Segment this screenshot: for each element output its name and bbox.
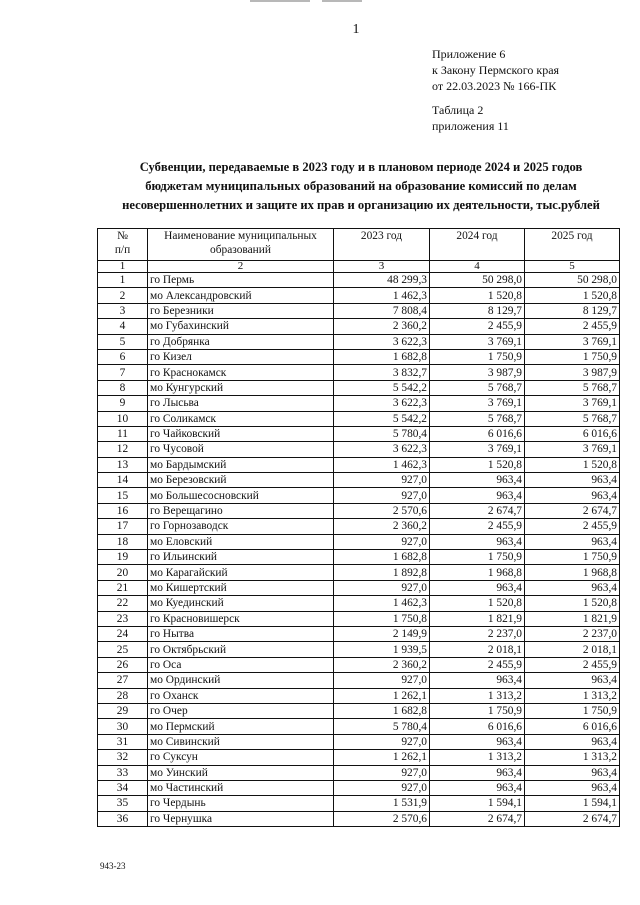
value-2025: 963,4 xyxy=(525,780,620,795)
municipality-name: го Березники xyxy=(148,303,334,318)
table-row xyxy=(98,273,620,288)
value-2024: 2 674,7 xyxy=(430,811,525,826)
table-row xyxy=(98,503,620,518)
municipality-name: го Лысьва xyxy=(148,396,334,411)
row-number: 23 xyxy=(98,611,148,626)
municipality-name: го Верещагино xyxy=(148,503,334,518)
value-2023: 1 262,1 xyxy=(334,688,430,703)
value-2024: 8 129,7 xyxy=(430,303,525,318)
value-2023: 5 780,4 xyxy=(334,719,430,734)
table-row xyxy=(98,534,620,549)
table-row xyxy=(98,811,620,826)
table-row xyxy=(98,519,620,534)
table-header-row xyxy=(98,229,620,261)
row-number: 27 xyxy=(98,673,148,688)
municipality-name: го Октябрьский xyxy=(148,642,334,657)
value-2024: 963,4 xyxy=(430,673,525,688)
table-row xyxy=(98,673,620,688)
table-row xyxy=(98,319,620,334)
value-2024: 1 520,8 xyxy=(430,288,525,303)
value-2025: 1 821,9 xyxy=(525,611,620,626)
value-2025: 3 769,1 xyxy=(525,334,620,349)
municipality-name: мо Уинский xyxy=(148,765,334,780)
table-ref-line: Таблица 2 xyxy=(432,103,484,117)
value-2024: 1 520,8 xyxy=(430,596,525,611)
value-2024: 50 298,0 xyxy=(430,273,525,288)
header-2025: 2025 год xyxy=(525,229,620,261)
row-number: 6 xyxy=(98,349,148,364)
row-number: 3 xyxy=(98,303,148,318)
value-2024: 963,4 xyxy=(430,580,525,595)
value-2025: 963,4 xyxy=(525,734,620,749)
row-number: 9 xyxy=(98,396,148,411)
municipality-name: мо Александровский xyxy=(148,288,334,303)
value-2025: 2 455,9 xyxy=(525,657,620,672)
value-2024: 1 968,8 xyxy=(430,565,525,580)
value-2024: 963,4 xyxy=(430,473,525,488)
municipality-name: го Чусовой xyxy=(148,442,334,457)
row-number: 32 xyxy=(98,750,148,765)
municipality-name: мо Пермский xyxy=(148,719,334,734)
appendix-line: к Закону Пермского края xyxy=(432,63,560,77)
row-number: 33 xyxy=(98,765,148,780)
value-2023: 2 360,2 xyxy=(334,319,430,334)
table-row xyxy=(98,488,620,503)
row-number: 19 xyxy=(98,550,148,565)
row-number: 21 xyxy=(98,580,148,595)
title-line: несовершеннолетних и защите их прав и организацию их деятельности, тыс.рублей xyxy=(122,198,600,212)
scan-artifact xyxy=(322,0,362,2)
row-number: 4 xyxy=(98,319,148,334)
table-row xyxy=(98,396,620,411)
row-number: 5 xyxy=(98,334,148,349)
appendix-reference xyxy=(432,46,559,94)
value-2025: 2 674,7 xyxy=(525,811,620,826)
municipality-name: мо Кишертский xyxy=(148,580,334,595)
table-row xyxy=(98,550,620,565)
row-number: 12 xyxy=(98,442,148,457)
page-number: 1 xyxy=(352,22,360,37)
value-2025: 963,4 xyxy=(525,765,620,780)
value-2025: 6 016,6 xyxy=(525,719,620,734)
municipality-name: го Горнозаводск xyxy=(148,519,334,534)
value-2024: 5 768,7 xyxy=(430,411,525,426)
value-2025: 1 750,9 xyxy=(525,703,620,718)
value-2025: 6 016,6 xyxy=(525,426,620,441)
value-2023: 5 780,4 xyxy=(334,426,430,441)
value-2025: 963,4 xyxy=(525,580,620,595)
value-2024: 1 750,9 xyxy=(430,349,525,364)
value-2025: 5 768,7 xyxy=(525,411,620,426)
subsidies-table xyxy=(97,228,620,827)
row-number: 1 xyxy=(98,273,148,288)
value-2023: 48 299,3 xyxy=(334,273,430,288)
table-row xyxy=(98,688,620,703)
value-2025: 50 298,0 xyxy=(525,273,620,288)
document-title xyxy=(100,158,622,215)
value-2023: 1 531,9 xyxy=(334,796,430,811)
row-number: 17 xyxy=(98,519,148,534)
value-2023: 5 542,2 xyxy=(334,411,430,426)
table-row xyxy=(98,349,620,364)
value-2023: 927,0 xyxy=(334,580,430,595)
value-2025: 3 987,9 xyxy=(525,365,620,380)
value-2025: 1 520,8 xyxy=(525,457,620,472)
table-row xyxy=(98,596,620,611)
value-2025: 963,4 xyxy=(525,473,620,488)
value-2023: 2 570,6 xyxy=(334,503,430,518)
table-row xyxy=(98,734,620,749)
header-name xyxy=(148,229,334,261)
title-line: бюджетам муниципальных образований на образование комиссий по делам xyxy=(145,179,577,193)
municipality-name: мо Сивинский xyxy=(148,734,334,749)
municipality-name: мо Большесосновский xyxy=(148,488,334,503)
value-2023: 2 360,2 xyxy=(334,657,430,672)
municipality-name: мо Ординский xyxy=(148,673,334,688)
municipality-name: мо Березовский xyxy=(148,473,334,488)
value-2023: 1 682,8 xyxy=(334,349,430,364)
row-number: 22 xyxy=(98,596,148,611)
header-2024: 2024 год xyxy=(430,229,525,261)
value-2024: 963,4 xyxy=(430,780,525,795)
value-2023: 5 542,2 xyxy=(334,380,430,395)
value-2024: 963,4 xyxy=(430,765,525,780)
municipality-name: мо Еловский xyxy=(148,534,334,549)
column-number: 2 xyxy=(148,261,334,273)
table-row xyxy=(98,442,620,457)
table-row xyxy=(98,750,620,765)
municipality-name: го Оса xyxy=(148,657,334,672)
value-2024: 963,4 xyxy=(430,734,525,749)
table-row xyxy=(98,457,620,472)
value-2023: 927,0 xyxy=(334,765,430,780)
row-number: 29 xyxy=(98,703,148,718)
row-number: 10 xyxy=(98,411,148,426)
table-row xyxy=(98,703,620,718)
value-2025: 1 313,2 xyxy=(525,750,620,765)
municipality-name: го Чернушка xyxy=(148,811,334,826)
value-2025: 2 455,9 xyxy=(525,519,620,534)
row-number: 31 xyxy=(98,734,148,749)
value-2023: 3 622,3 xyxy=(334,334,430,349)
footer-code: 943-23 xyxy=(100,861,126,871)
table-row xyxy=(98,365,620,380)
municipality-name: го Оханск xyxy=(148,688,334,703)
table-row xyxy=(98,657,620,672)
header-name-line1: Наименование муниципальных xyxy=(164,230,317,242)
column-number: 3 xyxy=(334,261,430,273)
table-row xyxy=(98,719,620,734)
municipality-name: го Суксун xyxy=(148,750,334,765)
row-number: 26 xyxy=(98,657,148,672)
table-reference xyxy=(432,102,509,134)
value-2025: 3 769,1 xyxy=(525,442,620,457)
municipality-name: мо Карагайский xyxy=(148,565,334,580)
scan-artifact xyxy=(250,0,310,2)
value-2025: 2 455,9 xyxy=(525,319,620,334)
value-2025: 5 768,7 xyxy=(525,380,620,395)
value-2025: 963,4 xyxy=(525,534,620,549)
table-row xyxy=(98,288,620,303)
column-number: 5 xyxy=(525,261,620,273)
value-2025: 3 769,1 xyxy=(525,396,620,411)
value-2024: 1 750,9 xyxy=(430,703,525,718)
appendix-line: от 22.03.2023 № 166-ПК xyxy=(432,79,557,93)
municipality-name: мо Кунгурский xyxy=(148,380,334,395)
value-2025: 963,4 xyxy=(525,488,620,503)
value-2024: 1 313,2 xyxy=(430,688,525,703)
value-2025: 1 313,2 xyxy=(525,688,620,703)
appendix-line: Приложение 6 xyxy=(432,47,506,61)
value-2023: 927,0 xyxy=(334,780,430,795)
table-row xyxy=(98,303,620,318)
municipality-name: го Красновишерск xyxy=(148,611,334,626)
value-2025: 963,4 xyxy=(525,673,620,688)
value-2024: 5 768,7 xyxy=(430,380,525,395)
table-ref-line: приложения 11 xyxy=(432,119,509,133)
municipality-name: го Пермь xyxy=(148,273,334,288)
value-2025: 8 129,7 xyxy=(525,303,620,318)
row-number: 8 xyxy=(98,380,148,395)
value-2024: 2 455,9 xyxy=(430,319,525,334)
value-2024: 1 821,9 xyxy=(430,611,525,626)
value-2025: 1 520,8 xyxy=(525,288,620,303)
header-number xyxy=(98,229,148,261)
municipality-name: го Краснокамск xyxy=(148,365,334,380)
municipality-name: го Нытва xyxy=(148,626,334,641)
value-2023: 1 462,3 xyxy=(334,596,430,611)
value-2024: 2 237,0 xyxy=(430,626,525,641)
header-number-line2: п/п xyxy=(114,244,131,256)
value-2024: 6 016,6 xyxy=(430,719,525,734)
municipality-name: мо Бардымский xyxy=(148,457,334,472)
value-2023: 2 570,6 xyxy=(334,811,430,826)
table-row xyxy=(98,411,620,426)
header-name-line2: образований xyxy=(210,244,271,256)
municipality-name: мо Губахинский xyxy=(148,319,334,334)
row-number: 30 xyxy=(98,719,148,734)
table-row xyxy=(98,642,620,657)
value-2025: 1 750,9 xyxy=(525,550,620,565)
municipality-name: го Ильинский xyxy=(148,550,334,565)
table-row xyxy=(98,426,620,441)
value-2023: 1 462,3 xyxy=(334,457,430,472)
value-2024: 2 455,9 xyxy=(430,519,525,534)
value-2023: 1 462,3 xyxy=(334,288,430,303)
table-row xyxy=(98,796,620,811)
value-2023: 1 892,8 xyxy=(334,565,430,580)
value-2025: 2 018,1 xyxy=(525,642,620,657)
row-number: 28 xyxy=(98,688,148,703)
value-2024: 2 455,9 xyxy=(430,657,525,672)
value-2023: 1 262,1 xyxy=(334,750,430,765)
row-number: 11 xyxy=(98,426,148,441)
value-2023: 927,0 xyxy=(334,488,430,503)
table-row xyxy=(98,780,620,795)
row-number: 16 xyxy=(98,503,148,518)
value-2023: 3 622,3 xyxy=(334,442,430,457)
municipality-name: го Кизел xyxy=(148,349,334,364)
row-number: 18 xyxy=(98,534,148,549)
value-2023: 3 832,7 xyxy=(334,365,430,380)
value-2023: 1 939,5 xyxy=(334,642,430,657)
value-2023: 1 750,8 xyxy=(334,611,430,626)
row-number: 13 xyxy=(98,457,148,472)
value-2024: 963,4 xyxy=(430,534,525,549)
value-2023: 927,0 xyxy=(334,473,430,488)
row-number: 15 xyxy=(98,488,148,503)
column-number: 1 xyxy=(98,261,148,273)
value-2024: 3 769,1 xyxy=(430,442,525,457)
value-2023: 927,0 xyxy=(334,673,430,688)
table-row xyxy=(98,334,620,349)
table-row xyxy=(98,611,620,626)
row-number: 35 xyxy=(98,796,148,811)
table-row xyxy=(98,565,620,580)
municipality-name: го Добрянка xyxy=(148,334,334,349)
table-row xyxy=(98,580,620,595)
value-2023: 3 622,3 xyxy=(334,396,430,411)
municipality-name: го Чайковский xyxy=(148,426,334,441)
table-row xyxy=(98,765,620,780)
municipality-name: го Чердынь xyxy=(148,796,334,811)
table-row xyxy=(98,626,620,641)
value-2024: 1 520,8 xyxy=(430,457,525,472)
value-2023: 927,0 xyxy=(334,734,430,749)
municipality-name: го Соликамск xyxy=(148,411,334,426)
value-2025: 2 674,7 xyxy=(525,503,620,518)
row-number: 24 xyxy=(98,626,148,641)
value-2025: 1 520,8 xyxy=(525,596,620,611)
table-row xyxy=(98,380,620,395)
value-2025: 1 750,9 xyxy=(525,349,620,364)
value-2023: 7 808,4 xyxy=(334,303,430,318)
value-2023: 927,0 xyxy=(334,534,430,549)
header-2023: 2023 год xyxy=(334,229,430,261)
value-2024: 1 313,2 xyxy=(430,750,525,765)
row-number: 2 xyxy=(98,288,148,303)
value-2023: 2 149,9 xyxy=(334,626,430,641)
value-2024: 3 769,1 xyxy=(430,396,525,411)
value-2024: 2 018,1 xyxy=(430,642,525,657)
row-number: 7 xyxy=(98,365,148,380)
value-2024: 1 750,9 xyxy=(430,550,525,565)
column-number-row xyxy=(98,261,620,273)
value-2024: 2 674,7 xyxy=(430,503,525,518)
value-2025: 1 594,1 xyxy=(525,796,620,811)
value-2024: 3 987,9 xyxy=(430,365,525,380)
header-number-line1: № xyxy=(117,230,128,242)
column-number: 4 xyxy=(430,261,525,273)
row-number: 34 xyxy=(98,780,148,795)
value-2023: 1 682,8 xyxy=(334,703,430,718)
municipality-name: мо Куединский xyxy=(148,596,334,611)
value-2024: 3 769,1 xyxy=(430,334,525,349)
row-number: 25 xyxy=(98,642,148,657)
table-body xyxy=(98,273,620,827)
municipality-name: мо Частинский xyxy=(148,780,334,795)
value-2023: 2 360,2 xyxy=(334,519,430,534)
row-number: 20 xyxy=(98,565,148,580)
value-2024: 1 594,1 xyxy=(430,796,525,811)
table-row xyxy=(98,473,620,488)
value-2025: 2 237,0 xyxy=(525,626,620,641)
value-2024: 6 016,6 xyxy=(430,426,525,441)
municipality-name: го Очер xyxy=(148,703,334,718)
title-line: Субвенции, передаваемые в 2023 году и в плановом периоде 2024 и 2025 годов xyxy=(139,160,583,174)
value-2025: 1 968,8 xyxy=(525,565,620,580)
row-number: 14 xyxy=(98,473,148,488)
value-2024: 963,4 xyxy=(430,488,525,503)
value-2023: 1 682,8 xyxy=(334,550,430,565)
row-number: 36 xyxy=(98,811,148,826)
